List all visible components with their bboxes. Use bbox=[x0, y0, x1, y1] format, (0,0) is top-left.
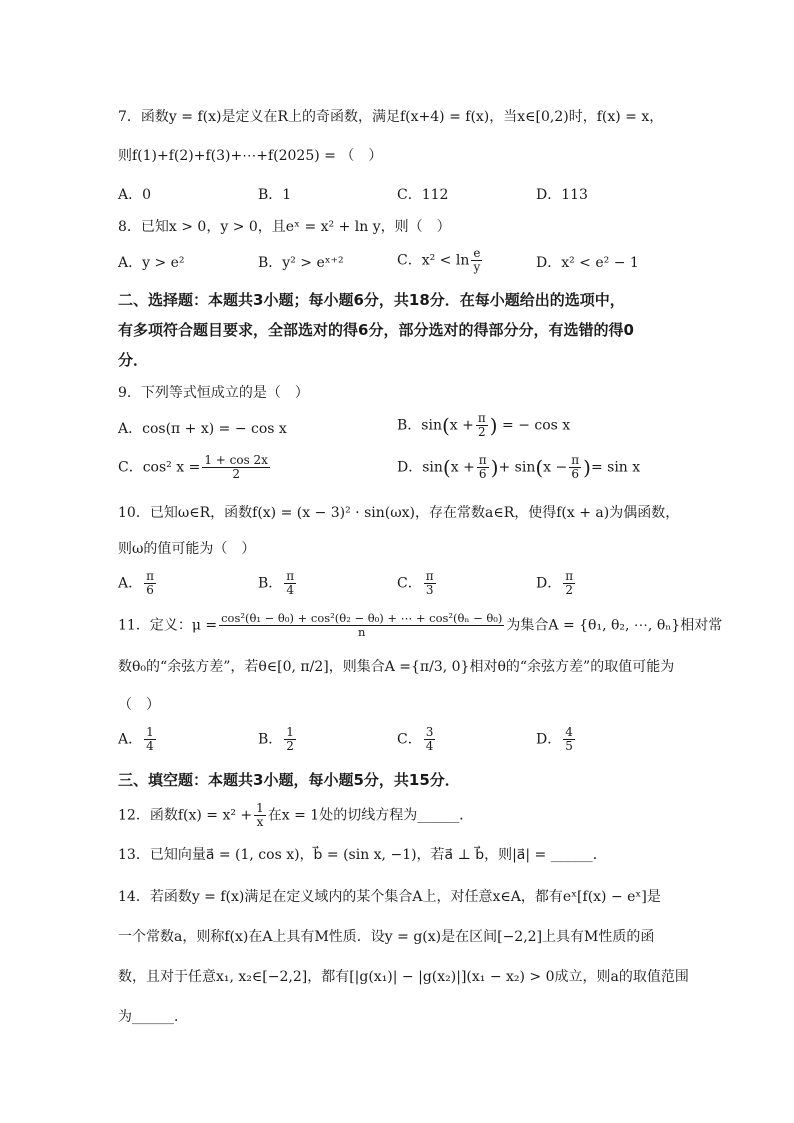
q9-option-d-den2: 6 bbox=[571, 467, 580, 481]
q11-option-a-num: 1 bbox=[146, 725, 154, 739]
section2-heading-line3: 分． bbox=[118, 351, 149, 369]
q8-option-c-fraction bbox=[471, 247, 482, 274]
q9-option-d-inner1: x + bbox=[450, 459, 475, 476]
q10-option-a bbox=[118, 570, 158, 597]
q10-option-d bbox=[536, 570, 577, 597]
q9-option-d bbox=[397, 454, 640, 481]
q9-option-b bbox=[397, 412, 570, 439]
q12-fraction bbox=[254, 802, 266, 829]
q11-option-a-fraction bbox=[144, 726, 156, 753]
q10-option-d-den: 2 bbox=[565, 583, 573, 597]
q11-option-b-fraction bbox=[284, 726, 296, 753]
q8-option-c bbox=[397, 247, 484, 274]
q8-option-b: B．y² > eˣ⁺² bbox=[258, 255, 344, 271]
q10-option-b-den: 4 bbox=[286, 583, 295, 597]
q14-stem-line4: 为______． bbox=[118, 1009, 188, 1025]
q11-line2-mid: ，则集合A = bbox=[328, 659, 412, 675]
q9-option-c-den: 2 bbox=[232, 467, 240, 481]
q11-option-c-fraction bbox=[424, 726, 436, 753]
q10-option-c bbox=[397, 570, 438, 597]
q10-option-c-fraction bbox=[424, 570, 436, 597]
q11-option-d-den: 5 bbox=[565, 739, 573, 753]
q10-option-c-label: C． bbox=[397, 575, 422, 592]
q11-option-b-num: 1 bbox=[286, 725, 294, 739]
q9-option-d-fraction1 bbox=[477, 454, 489, 481]
q10-option-b bbox=[258, 570, 298, 597]
q12-num: 1 bbox=[256, 801, 264, 815]
q9-option-b-suffix: = − cos x bbox=[502, 417, 571, 434]
q9-option-b-inner: x + bbox=[449, 417, 474, 434]
q10-option-c-den: 3 bbox=[425, 583, 434, 597]
q10-option-b-fraction bbox=[284, 570, 296, 597]
q9-option-d-den1: 6 bbox=[478, 467, 487, 481]
q11-option-b-den: 2 bbox=[286, 739, 294, 753]
q8-option-c-den: y bbox=[473, 260, 481, 274]
q11-suffix: 为集合A = {θ₁, θ₂, ⋯, θₙ}相对常 bbox=[506, 617, 723, 634]
q11-option-c-den: 4 bbox=[425, 739, 434, 753]
q13-stem: 13．已知向量a⃗ = (1, cos x)，b⃗ = (sin x, −1)，若a⃗ ⊥ b⃗，则|a⃗| = ______． bbox=[118, 847, 607, 863]
q11-mu-num: cos²(θ₁ − θ₀) + cos²(θ₂ − θ₀) + ⋯ + cos²(θₙ − θ₀) bbox=[221, 611, 503, 625]
q10-option-a-label: A． bbox=[118, 575, 143, 592]
q11-option-c-label: C． bbox=[397, 731, 422, 748]
q9-option-d-fraction2 bbox=[569, 454, 581, 481]
q7-option-c: C．112 bbox=[397, 187, 449, 203]
q12-den: x bbox=[256, 815, 264, 829]
q11-line2-set: {π/3, 0} bbox=[411, 659, 470, 675]
q11-option-b-label: B． bbox=[258, 731, 283, 748]
q10-stem-line2: 则ω的值可能为（ ） bbox=[118, 541, 256, 557]
q11-stem-line3: （ ） bbox=[118, 697, 160, 713]
q10-option-b-label: B． bbox=[258, 575, 283, 592]
q12-suffix: 在x = 1处的切线方程为______． bbox=[267, 807, 474, 824]
q7-option-b: B．1 bbox=[258, 187, 292, 203]
q14-stem-line3: 数，且对于任意x₁, x₂∈[−2,2]，都有[|g(x₁)| − |g(x₂)|](x₁ − x₂) > 0成立，则a的取值范围 bbox=[118, 969, 689, 985]
q8-option-d: D．x² < e² − 1 bbox=[536, 255, 639, 271]
q10-option-d-label: D． bbox=[536, 575, 562, 592]
q11-option-d-label: D． bbox=[536, 731, 562, 748]
q11-mu-den: n bbox=[358, 625, 366, 639]
q10-option-b-num: π bbox=[286, 569, 295, 583]
q10-option-d-num: π bbox=[565, 569, 574, 583]
q10-option-c-num: π bbox=[425, 569, 434, 583]
q9-option-c-fraction bbox=[202, 454, 270, 481]
q9-option-d-suffix: = sin x bbox=[590, 459, 641, 476]
q9-option-c-prefix: C．cos² x = bbox=[118, 459, 201, 476]
q11-option-d bbox=[536, 726, 577, 753]
q11-option-c-num: 3 bbox=[425, 725, 434, 739]
q9-option-d-inner2: x − bbox=[543, 459, 568, 476]
q7-stem-line1: 7．函数y = f(x)是定义在R上的奇函数，满足f(x+4) = f(x)，当x∈[0,2)时，f(x) = x， bbox=[118, 109, 664, 125]
q9-option-b-rparen: ) bbox=[489, 413, 498, 438]
q14-stem-line2: 一个常数a，则称f(x)在A上具有M性质．设y = g(x)是在区间[−2,2]上具有M性质的函 bbox=[118, 929, 655, 945]
q7-option-a: A．0 bbox=[118, 187, 152, 203]
q9-option-a: A．cos(π + x) = − cos x bbox=[118, 421, 287, 437]
q9-option-d-num1: π bbox=[478, 453, 487, 467]
q10-stem-line1: 10．已知ω∈R，函数f(x) = (x − 3)² · sin(ωx)，存在常数a∈R，使得f(x + a)为偶函数， bbox=[118, 505, 680, 521]
q9-option-b-fraction bbox=[476, 412, 488, 439]
q11-prefix: 11．定义：μ = bbox=[118, 617, 218, 634]
q11-line2-prefix: 数θ₀的“余弦方差”，若θ∈ bbox=[118, 659, 278, 675]
q11-mu-fraction bbox=[219, 612, 504, 639]
q9-option-b-num: π bbox=[477, 411, 486, 425]
q8-option-c-prefix: C．x² < ln bbox=[397, 252, 470, 269]
q7-option-d: D．113 bbox=[536, 187, 588, 203]
q11-stem-line1 bbox=[118, 612, 722, 639]
q11-stem-line2 bbox=[118, 656, 674, 678]
q9-option-c-num: 1 + cos 2x bbox=[204, 453, 268, 467]
q9-option-c bbox=[118, 454, 272, 481]
q8-option-a: A．y > e² bbox=[118, 255, 185, 271]
q9-option-d-lparen1: ( bbox=[442, 455, 451, 480]
q11-option-d-fraction bbox=[563, 726, 575, 753]
q9-option-b-prefix: B．sin bbox=[397, 417, 442, 434]
q9-option-d-num2: π bbox=[571, 453, 580, 467]
q11-option-a-label: A． bbox=[118, 731, 143, 748]
q14-stem-line1: 14．若函数y = f(x)满足在定义域内的某个集合A上，对任意x∈A，都有eˣ[f(x) − eˣ]是 bbox=[118, 889, 661, 905]
q9-option-d-rparen2: ) bbox=[583, 455, 591, 480]
q9-option-d-lparen2: ( bbox=[535, 455, 544, 480]
q11-line2-range: [0, π/2] bbox=[277, 659, 329, 675]
section3-heading: 三、填空题：本题共3小题，每小题5分，共15分． bbox=[118, 771, 460, 789]
q7-stem-line2: 则f(1)+f(2)+f(3)+⋯+f(2025) = （ ） bbox=[118, 148, 383, 164]
q11-option-a bbox=[118, 726, 158, 753]
q11-line2-suffix: 相对θ的“余弦方差”的取值可能为 bbox=[469, 659, 675, 675]
q11-option-a-den: 4 bbox=[146, 739, 154, 753]
q12-stem bbox=[118, 802, 473, 829]
q8-stem: 8．已知x > 0，y > 0，且eˣ = x² + ln y，则（ ） bbox=[118, 219, 451, 235]
q12-prefix: 12．函数f(x) = x² + bbox=[118, 807, 253, 824]
section2-heading-line1: 二、选择题：本题共3小题；每小题6分，共18分．在每小题给出的选项中， bbox=[118, 291, 625, 309]
q9-option-d-rparen1: ) bbox=[490, 455, 499, 480]
q11-option-c bbox=[397, 726, 437, 753]
q9-option-d-mid: + sin bbox=[498, 459, 536, 476]
section2-heading-line2: 有多项符合题目要求，全部选对的得6分，部分选对的得部分分，有选错的得0 bbox=[118, 321, 634, 339]
q10-option-a-fraction bbox=[144, 570, 156, 597]
q10-option-d-fraction bbox=[563, 570, 575, 597]
q10-option-a-den: 6 bbox=[146, 583, 154, 597]
q11-option-b bbox=[258, 726, 298, 753]
q9-option-d-prefix: D．sin bbox=[397, 459, 443, 476]
q9-option-b-lparen: ( bbox=[441, 413, 450, 438]
q10-option-a-num: π bbox=[146, 569, 155, 583]
q9-option-b-den: 2 bbox=[477, 425, 486, 439]
q9-stem: 9．下列等式恒成立的是（ ） bbox=[118, 385, 309, 401]
q8-option-c-num: e bbox=[473, 246, 481, 260]
q11-option-d-num: 4 bbox=[565, 725, 573, 739]
